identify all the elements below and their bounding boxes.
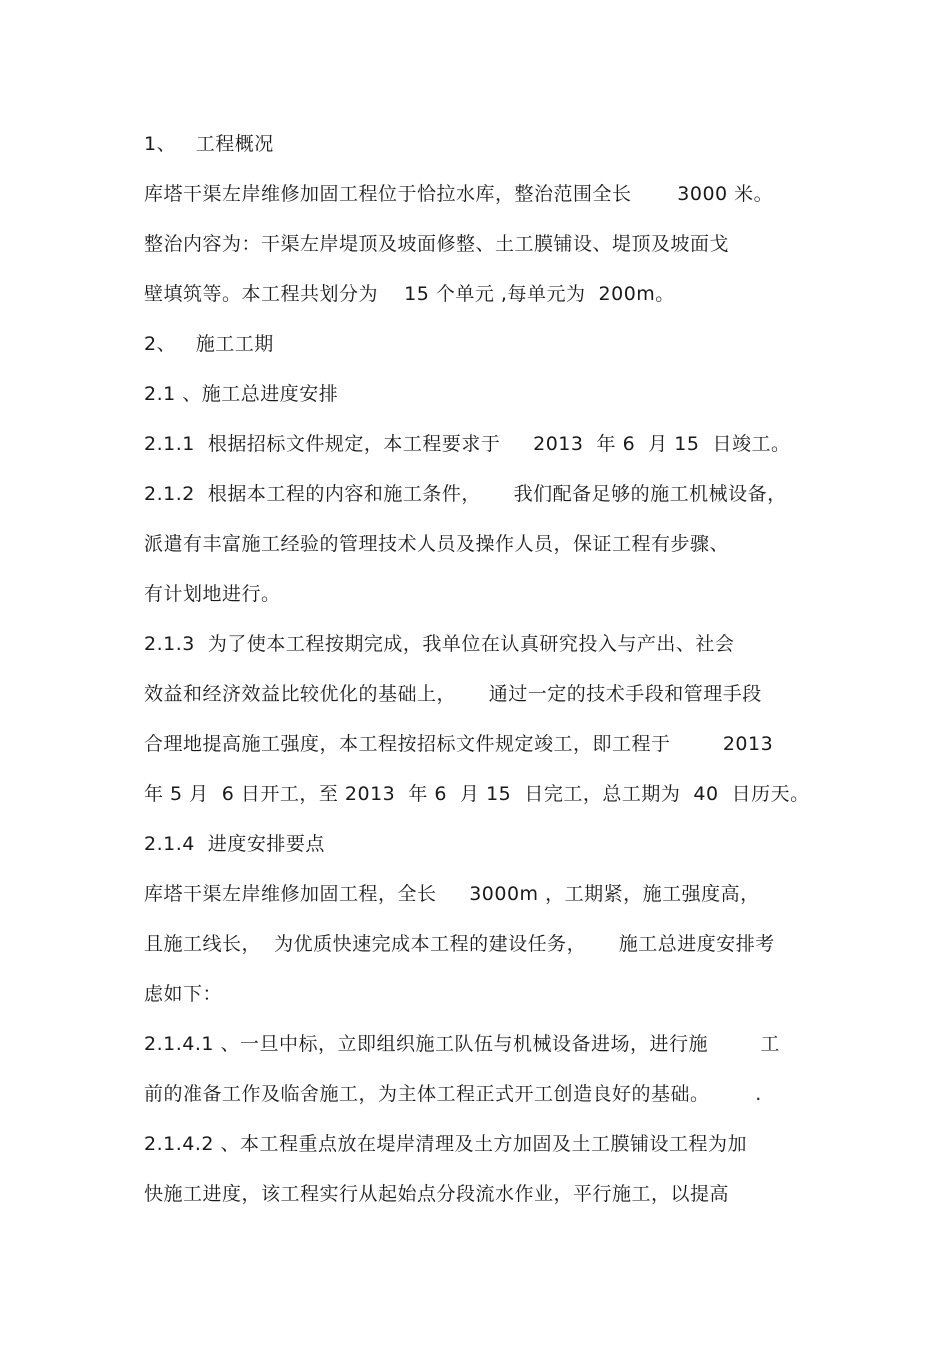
heading-2-1-4-key-points: 2.1.4 进度安排要点	[144, 833, 325, 855]
paragraph-line: 效益和经济效益比较优化的基础上， 通过一定的技术手段和管理手段	[144, 683, 762, 705]
paragraph-line: 2.1.3 为了使本工程按期完成，我单位在认真研究投入与产出、社会	[144, 633, 735, 655]
paragraph-line: 2.1.4.1 、一旦中标，立即组织施工队伍与机械设备进场，进行施 工	[144, 1033, 780, 1055]
paragraph-line: 整治内容为：干渠左岸堤顶及坡面修整、土工膜铺设、堤顶及坡面戈	[144, 233, 730, 255]
heading-2-construction-period: 2、 施工工期	[144, 333, 274, 355]
paragraph-line: 前的准备工作及临舍施工，为主体工程正式开工创造良好的基础。 .	[144, 1083, 762, 1105]
paragraph-line: 有计划地进行。	[144, 583, 281, 605]
paragraph-line: 派遣有丰富施工经验的管理技术人员及操作人员，保证工程有步骤、	[144, 533, 730, 555]
heading-2-1-schedule: 2.1 、施工总进度安排	[144, 383, 339, 405]
paragraph-line: 年 5 月 6 日开工，至 2013 年 6 月 15 日完工，总工期为 40 日历天。	[144, 783, 810, 805]
paragraph-line: 且施工线长， 为优质快速完成本工程的建设任务， 施工总进度安排考	[144, 933, 775, 955]
paragraph-line: 快施工进度，该工程实行从起始点分段流水作业，平行施工，以提高	[144, 1183, 730, 1205]
paragraph-line: 库塔干渠左岸维修加固工程位于恰拉水库，整治范围全长 3000 米。	[144, 183, 774, 205]
paragraph-line: 虑如下：	[144, 983, 223, 1005]
paragraph-line: 2.1.4.2 、本工程重点放在堤岸清理及土方加固及土工膜铺设工程为加	[144, 1133, 748, 1155]
paragraph-line: 壁填筑等。本工程共划分为 15 个单元 ,每单元为 200m。	[144, 283, 675, 305]
paragraph-line: 合理地提高施工强度，本工程按招标文件规定竣工，即工程于 2013	[144, 733, 774, 755]
paragraph-line: 2.1.2 根据本工程的内容和施工条件， 我们配备足够的施工机械设备，	[144, 483, 787, 505]
paragraph-line: 库塔干渠左岸维修加固工程，全长 3000m ，工期紧，施工强度高，	[144, 883, 760, 905]
heading-1-project-overview: 1、 工程概况	[144, 133, 274, 155]
paragraph-line: 2.1.1 根据招标文件规定，本工程要求于 2013 年 6 月 15 日竣工。	[144, 433, 791, 455]
